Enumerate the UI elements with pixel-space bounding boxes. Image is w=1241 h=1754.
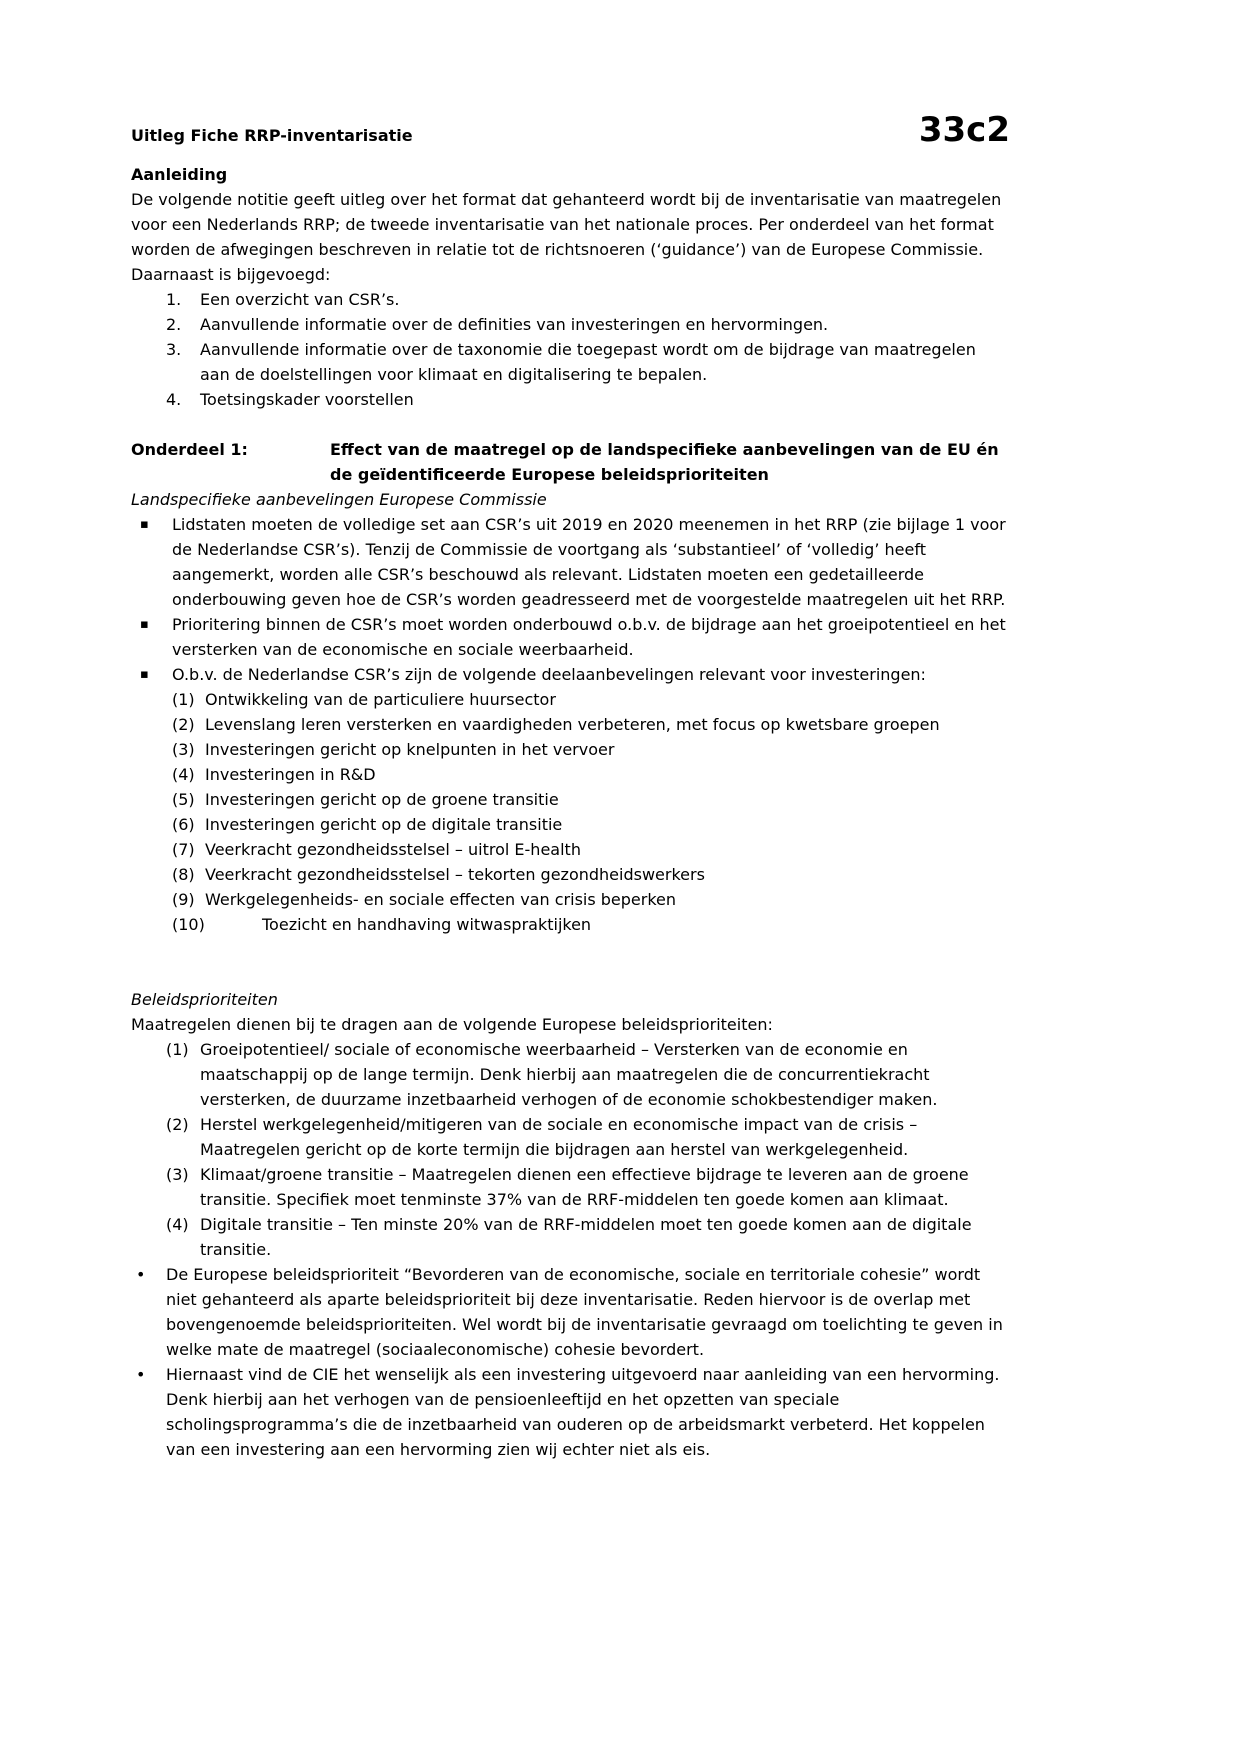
csr-bullet-list: [131, 512, 1010, 687]
list-item: [131, 787, 1010, 812]
list-item-text: Veerkracht gezondheidsstelsel – tekorten gezondheidswerkers: [205, 865, 705, 884]
section-beleidsprioriteiten: [131, 987, 1010, 1462]
list-item-text: Investeringen in R&D: [205, 765, 376, 784]
list-item: [131, 312, 1010, 337]
square-bullet-icon: ▪: [140, 667, 149, 682]
square-bullet-icon: ▪: [140, 517, 149, 532]
list-item-text: Veerkracht gezondheidsstelsel – uitrol E-health: [205, 840, 581, 859]
section-onderdeel-1: [131, 437, 1010, 937]
list-item: [131, 862, 1010, 887]
list-item-number: (6): [172, 815, 195, 834]
list-item-number: (7): [172, 840, 195, 859]
list-item-text: Werkgelegenheids- en sociale effecten van crisis beperken: [205, 890, 677, 909]
list-item-number: (4): [172, 765, 195, 784]
list-item-number: (4): [166, 1215, 189, 1234]
onderdeel-1-title: Effect van de maatregel op de landspecifieke aanbevelingen van de EU én de geïdentificeerde Europese beleidsprioriteiten: [330, 440, 999, 484]
bullet-item: [131, 512, 1010, 612]
list-item-text: Aanvullende informatie over de definities van investeringen en hervormingen.: [200, 315, 829, 334]
document-title: Uitleg Fiche RRP-inventarisatie: [131, 126, 413, 145]
list-item-number: (5): [172, 790, 195, 809]
list-item-text: Ontwikkeling van de particuliere huursector: [205, 690, 556, 709]
bullet-item-text: Prioritering binnen de CSR’s moet worden onderbouwd o.b.v. de bijdrage aan het groeipotentieel en het versterken van de economische en sociale weerbaarheid.: [172, 615, 1006, 659]
beleidsprioriteiten-heading: Beleidsprioriteiten: [131, 990, 278, 1009]
list-item: [131, 1212, 1010, 1262]
list-item-text: Toezicht en handhaving witwaspraktijken: [262, 915, 592, 934]
list-item-number: (3): [166, 1165, 189, 1184]
list-item: [131, 687, 1010, 712]
list-item-text: Een overzicht van CSR’s.: [200, 290, 400, 309]
bullet-item-text: O.b.v. de Nederlandse CSR’s zijn de volgende deelaanbevelingen relevant voor investeringen:: [172, 665, 926, 684]
bullet-item-text: Lidstaten moeten de volledige set aan CSR’s uit 2019 en 2020 meenemen in het RRP (zie bijlage 1 voor de Nederlandse CSR’s). Tenzij de Commissie de voortgang als ‘substantieel’ of ‘volledig’ heeft aangemerkt, worden alle CSR’s beschouwd als relevant. Lidstaten moeten een gedetailleerde onderbouwing geven hoe de CSR’s worden geadresseerd met de voorgestelde maatregelen uit het RRP.: [172, 515, 1006, 609]
round-bullet-icon: •: [136, 1365, 146, 1384]
list-item: [131, 837, 1010, 862]
list-item: [131, 812, 1010, 837]
onderdeel-1-label: Onderdeel 1:: [131, 440, 248, 459]
list-item-number: 3.: [166, 340, 182, 359]
bullet-item: [131, 612, 1010, 662]
list-item-number: (9): [172, 890, 195, 909]
list-item-text: Groeipotentieel/ sociale of economische weerbaarheid – Versterken van de economie en maatschappij op de lange termijn. Denk hierbij aan maatregelen die de concurrentiekracht versterken, de duurzame inzetbaarheid verhogen of de economie schokbestendiger maken.: [200, 1040, 938, 1109]
list-item: [131, 387, 1010, 412]
list-item: [131, 762, 1010, 787]
aanleiding-intro: De volgende notitie geeft uitleg over het format dat gehanteerd wordt bij de inventarisatie van maatregelen voor een Nederlands RRP; de tweede inventarisatie van het nationale proces. Per onderdeel van het format worden de afwegingen beschreven in relatie tot de richtsnoeren (‘guidance’) van de Europese Commissie. Daarnaast is bijgevoegd:: [131, 190, 1002, 284]
list-item-number: (2): [172, 715, 195, 734]
bullet-item: [131, 662, 1010, 687]
list-item: [131, 712, 1010, 737]
list-item: [131, 1162, 1010, 1212]
list-item: [131, 337, 1010, 387]
onderdeel-1-heading: [131, 437, 1010, 487]
list-item-number: (10): [172, 915, 205, 934]
round-bullet-icon: •: [136, 1265, 146, 1284]
list-item-number: (2): [166, 1115, 189, 1134]
list-item-number: (8): [172, 865, 195, 884]
bullet-item-text: De Europese beleidsprioriteit “Bevorderen van de economische, sociale en territoriale cohesie” wordt niet gehanteerd als aparte beleidsprioriteit bij deze inventarisatie. Reden hiervoor is de overlap met bovengenoemde beleidsprioriteiten. Wel wordt bij de inventarisatie gevraagd om toelichting te geven in welke mate de maatregel (sociaaleconomische) cohesie bevordert.: [166, 1265, 1003, 1359]
document-number: 33c2: [918, 110, 1010, 150]
beleidsprioriteiten-notes-list: [131, 1262, 1010, 1462]
list-item-text: Levenslang leren versterken en vaardigheden verbeteren, met focus op kwetsbare groepen: [205, 715, 940, 734]
beleidsprioriteiten-intro: Maatregelen dienen bij te dragen aan de volgende Europese beleidsprioriteiten:: [131, 1015, 773, 1034]
aanleiding-heading: Aanleiding: [131, 165, 228, 184]
list-item: [131, 1112, 1010, 1162]
list-item-number: 4.: [166, 390, 182, 409]
list-item-text: Herstel werkgelegenheid/mitigeren van de sociale en economische impact van de crisis – Maatregelen gericht op de korte termijn die bijdragen aan herstel van werkgelegenheid.: [200, 1115, 918, 1159]
list-item-text: Investeringen gericht op knelpunten in het vervoer: [205, 740, 615, 759]
list-item-number: (1): [172, 690, 195, 709]
beleidsprioriteiten-list: [131, 1037, 1010, 1262]
list-item-text: Aanvullende informatie over de taxonomie die toegepast wordt om de bijdrage van maatregelen aan de doelstellingen voor klimaat en digitalisering te bepalen.: [200, 340, 976, 384]
list-item-text: Digitale transitie – Ten minste 20% van de RRF-middelen moet ten goede komen aan de digitale transitie.: [200, 1215, 972, 1259]
list-item-text: Klimaat/groene transitie – Maatregelen dienen een effectieve bijdrage te leveren aan de groene transitie. Specifiek moet tenminste 37% van de RRF-middelen ten goede komen aan klimaat.: [200, 1165, 969, 1209]
list-item: [131, 887, 1010, 912]
bullet-item: [131, 1362, 1010, 1462]
square-bullet-icon: ▪: [140, 617, 149, 632]
list-item-number: (3): [172, 740, 195, 759]
list-item-number: 1.: [166, 290, 182, 309]
list-item-number: 2.: [166, 315, 182, 334]
list-item-text: Toetsingskader voorstellen: [200, 390, 414, 409]
bullet-item-text: Hiernaast vind de CIE het wenselijk als een investering uitgevoerd naar aanleiding van een hervorming. Denk hierbij aan het verhogen van de pensioenleeftijd en het opzetten van speciale scholingsprogramma’s die de inzetbaarheid van ouderen op de arbeidsmarkt verbeterd. Het koppelen van een investering aan een hervorming zien wij echter niet als eis.: [166, 1365, 1000, 1459]
aanleiding-list: [131, 287, 1010, 412]
list-item-text: Investeringen gericht op de groene transitie: [205, 790, 559, 809]
list-item-number: (1): [166, 1040, 189, 1059]
document-header: [131, 112, 1010, 148]
list-item: [131, 737, 1010, 762]
deelaanbevelingen-list: [131, 687, 1010, 937]
section-aanleiding: [131, 162, 1010, 412]
list-item: [131, 1037, 1010, 1112]
list-item: [131, 287, 1010, 312]
list-item-text: Investeringen gericht op de digitale transitie: [205, 815, 563, 834]
list-item: [131, 912, 1010, 937]
bullet-item: [131, 1262, 1010, 1362]
subheading-landspecifieke-aanbevelingen: Landspecifieke aanbevelingen Europese Commissie: [131, 490, 547, 509]
